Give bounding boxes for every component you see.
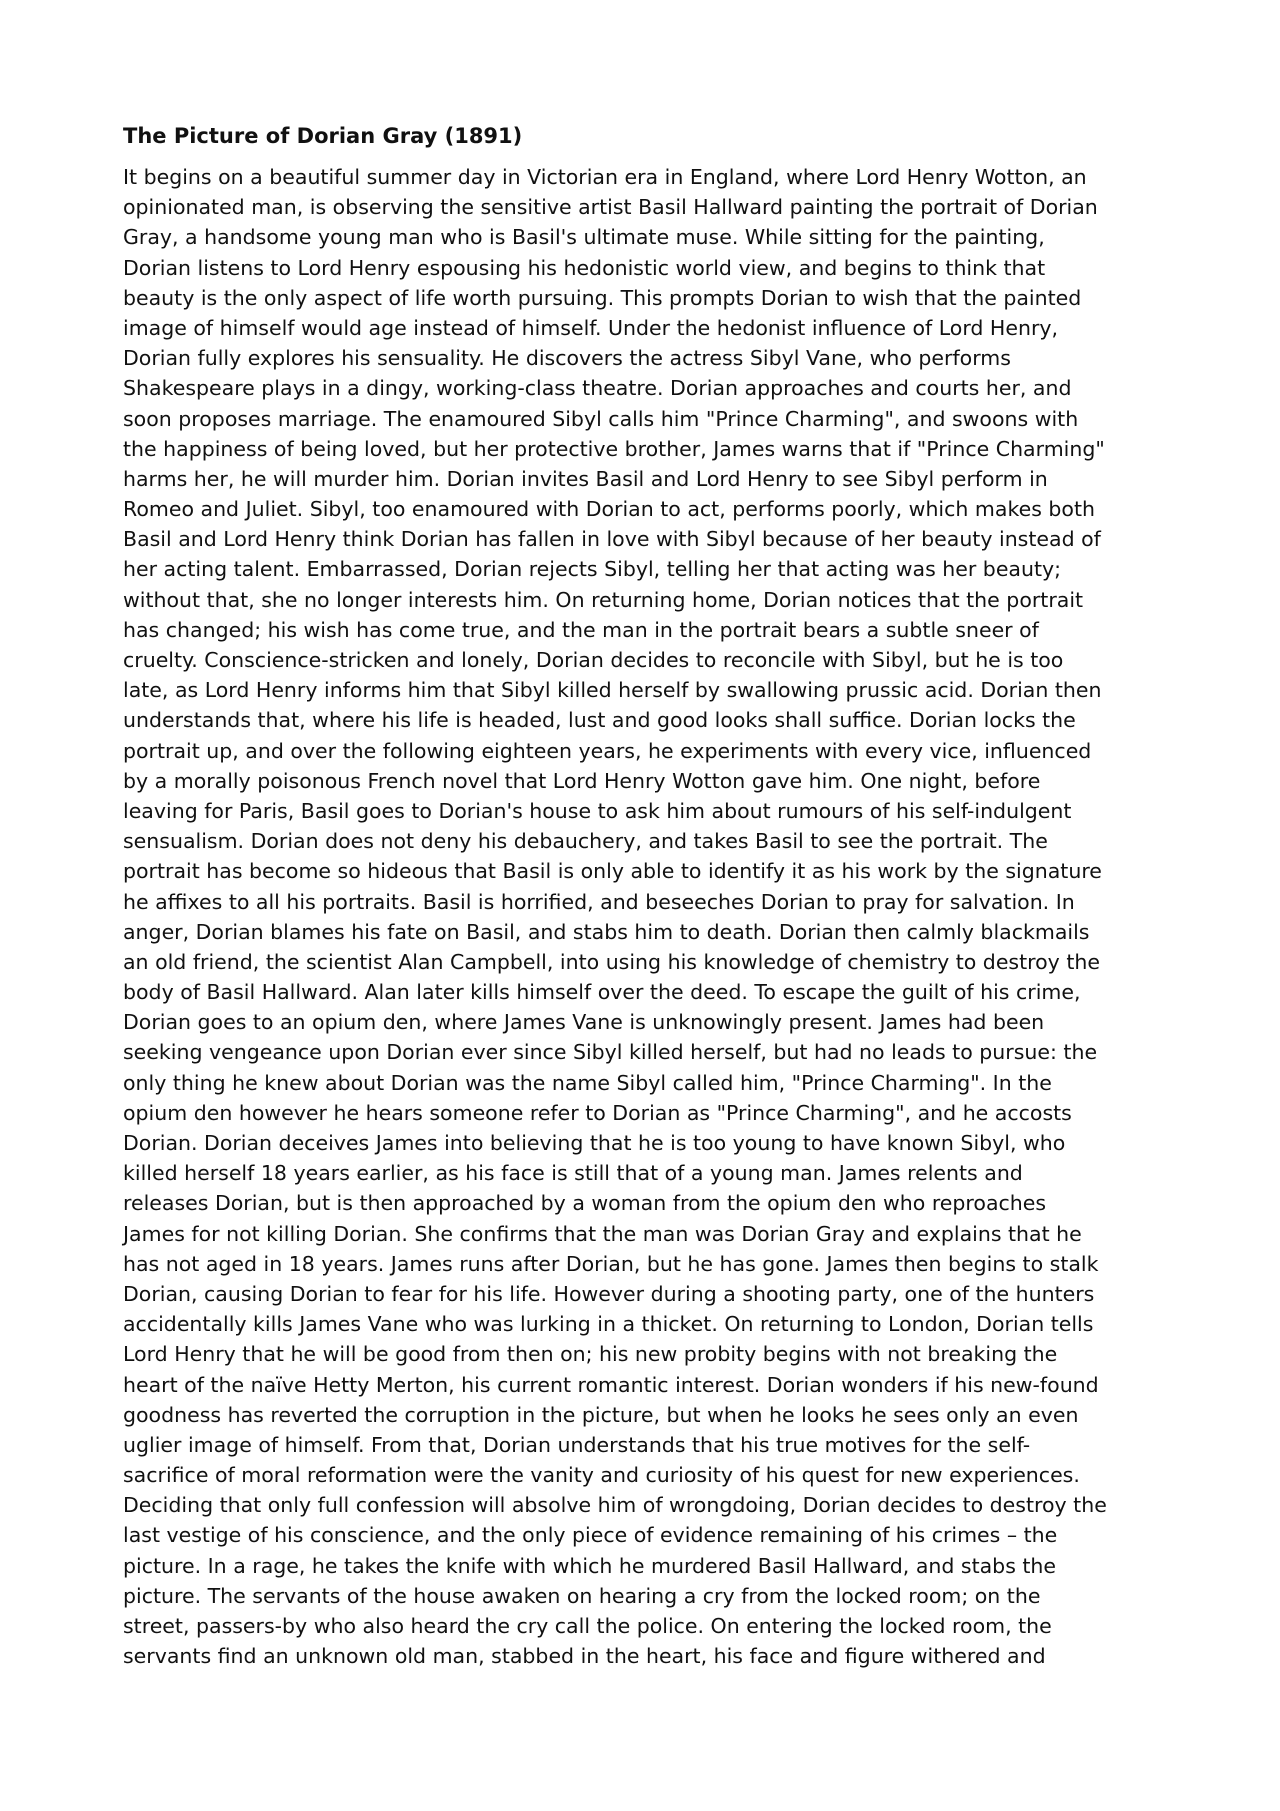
- text-line: without that, she no longer interests him. On returning home, Dorian notices that the portrait: [123, 587, 1084, 612]
- text-line: portrait up, and over the following eighteen years, he experiments with every vice, influenced: [123, 738, 1092, 763]
- text-line: an old friend, the scientist Alan Campbell, into using his knowledge of chemistry to destroy the: [123, 949, 1100, 974]
- text-line: releases Dorian, but is then approached by a woman from the opium den who reproaches: [123, 1191, 1047, 1216]
- text-line: image of himself would age instead of himself. Under the hedonist influence of Lord Henry,: [123, 315, 1059, 340]
- text-line: opium den however he hears someone refer to Dorian as "Prince Charming", and he accosts: [123, 1100, 1072, 1125]
- text-line: Romeo and Juliet. Sibyl, too enamoured with Dorian to act, performs poorly, which makes both: [123, 497, 1095, 522]
- text-line: portrait has become so hideous that Basil is only able to identify it as his work by the signature: [123, 859, 1102, 884]
- text-line: body of Basil Hallward. Alan later kills himself over the deed. To escape the guilt of his crime,: [123, 980, 1081, 1005]
- text-line: heart of the naïve Hetty Merton, his current romantic interest. Dorian wonders if his new-found: [123, 1372, 1099, 1397]
- text-line: Shakespeare plays in a dingy, working-class theatre. Dorian approaches and courts her, and: [123, 376, 1072, 401]
- text-line: last vestige of his conscience, and the only piece of evidence remaining of his crimes – the: [123, 1523, 1058, 1548]
- text-line: has not aged in 18 years. James runs after Dorian, but he has gone. James then begins to stalk: [123, 1251, 1099, 1276]
- text-line: killed herself 18 years earlier, as his face is still that of a young man. James relents and: [123, 1161, 1023, 1186]
- text-line: picture. The servants of the house awaken on hearing a cry from the locked room; on the: [123, 1583, 1041, 1608]
- text-line: has changed; his wish has come true, and the man in the portrait bears a subtle sneer of: [123, 617, 1039, 642]
- text-line: Dorian fully explores his sensuality. He discovers the actress Sibyl Vane, who performs: [123, 346, 1011, 371]
- text-line: sensualism. Dorian does not deny his debauchery, and takes Basil to see the portrait. The: [123, 829, 1048, 854]
- text-line: understands that, where his life is headed, lust and good looks shall suffice. Dorian locks the: [123, 708, 1076, 733]
- text-line: anger, Dorian blames his fate on Basil, and stabs him to death. Dorian then calmly blackmails: [123, 919, 1090, 944]
- body-text: [123, 162, 1183, 1671]
- text-line: Dorian goes to an opium den, where James Vane is unknowingly present. James had been: [123, 1010, 1045, 1035]
- text-line: harms her, he will murder him. Dorian invites Basil and Lord Henry to see Sibyl perform in: [123, 466, 1048, 491]
- text-line: uglier image of himself. From that, Dorian understands that his true motives for the self-: [123, 1432, 1031, 1457]
- text-line: Gray, a handsome young man who is Basil's ultimate muse. While sitting for the painting,: [123, 225, 1045, 250]
- text-line: Dorian. Dorian deceives James into believing that he is too young to have known Sibyl, who: [123, 1131, 1066, 1155]
- text-line: late, as Lord Henry informs him that Sibyl killed herself by swallowing prussic acid. Dorian then: [123, 678, 1102, 703]
- text-line: the happiness of being loved, but her protective brother, James warns that if "Prince Charming": [123, 436, 1105, 461]
- text-line: Deciding that only full confession will absolve him of wrongdoing, Dorian decides to destroy the: [123, 1493, 1107, 1518]
- text-line: It begins on a beautiful summer day in Victorian era in England, where Lord Henry Wotton, an: [123, 165, 1087, 189]
- text-line: only thing he knew about Dorian was the name Sibyl called him, "Prince Charming". In the: [123, 1070, 1052, 1095]
- text-line: picture. In a rage, he takes the knife with which he murdered Basil Hallward, and stabs the: [123, 1553, 1057, 1578]
- text-line: Basil and Lord Henry think Dorian has fallen in love with Sibyl because of her beauty instead of: [123, 527, 1101, 552]
- text-line: her acting talent. Embarrassed, Dorian rejects Sibyl, telling her that acting was her beauty;: [123, 557, 1062, 582]
- document-title: The Picture of Dorian Gray (1891): [123, 124, 523, 148]
- text-line: soon proposes marriage. The enamoured Sibyl calls him "Prince Charming", and swoons with: [123, 406, 1079, 431]
- text-line: opinionated man, is observing the sensitive artist Basil Hallward painting the portrait of Dorian: [123, 195, 1098, 220]
- text-line: street, passers-by who also heard the cry call the police. On entering the locked room, the: [123, 1614, 1052, 1638]
- text-line: accidentally kills James Vane who was lurking in a thicket. On returning to London, Dorian tells: [123, 1312, 1094, 1337]
- text-line: goodness has reverted the corruption in the picture, but when he looks he sees only an even: [123, 1402, 1079, 1427]
- text-line: he affixes to all his portraits. Basil is horrified, and beseeches Dorian to pray for salvation. In: [123, 889, 1075, 914]
- text-line: by a morally poisonous French novel that Lord Henry Wotton gave him. One night, before: [123, 768, 1041, 793]
- text-line: servants find an unknown old man, stabbed in the heart, his face and figure withered and: [123, 1644, 1046, 1669]
- text-line: seeking vengeance upon Dorian ever since Sibyl killed herself, but had no leads to pursue: the: [123, 1040, 1098, 1065]
- text-line: Dorian, causing Dorian to fear for his life. However during a shooting party, one of the hunters: [123, 1281, 1095, 1306]
- text-line: sacrifice of moral reformation were the vanity and curiosity of his quest for new experiences.: [123, 1463, 1080, 1488]
- text-line: James for not killing Dorian. She confirms that the man was Dorian Gray and explains that he: [123, 1221, 1082, 1246]
- text-line: Dorian listens to Lord Henry espousing his hedonistic world view, and begins to think that: [123, 255, 1046, 280]
- text-line: cruelty. Conscience-stricken and lonely, Dorian decides to reconcile with Sibyl, but he is too: [123, 648, 1064, 672]
- text-line: Lord Henry that he will be good from then on; his new probity begins with not breaking the: [123, 1342, 1058, 1367]
- text-line: leaving for Paris, Basil goes to Dorian's house to ask him about rumours of his self-indulgent: [123, 798, 1072, 823]
- text-line: beauty is the only aspect of life worth pursuing. This prompts Dorian to wish that the painted: [123, 285, 1082, 310]
